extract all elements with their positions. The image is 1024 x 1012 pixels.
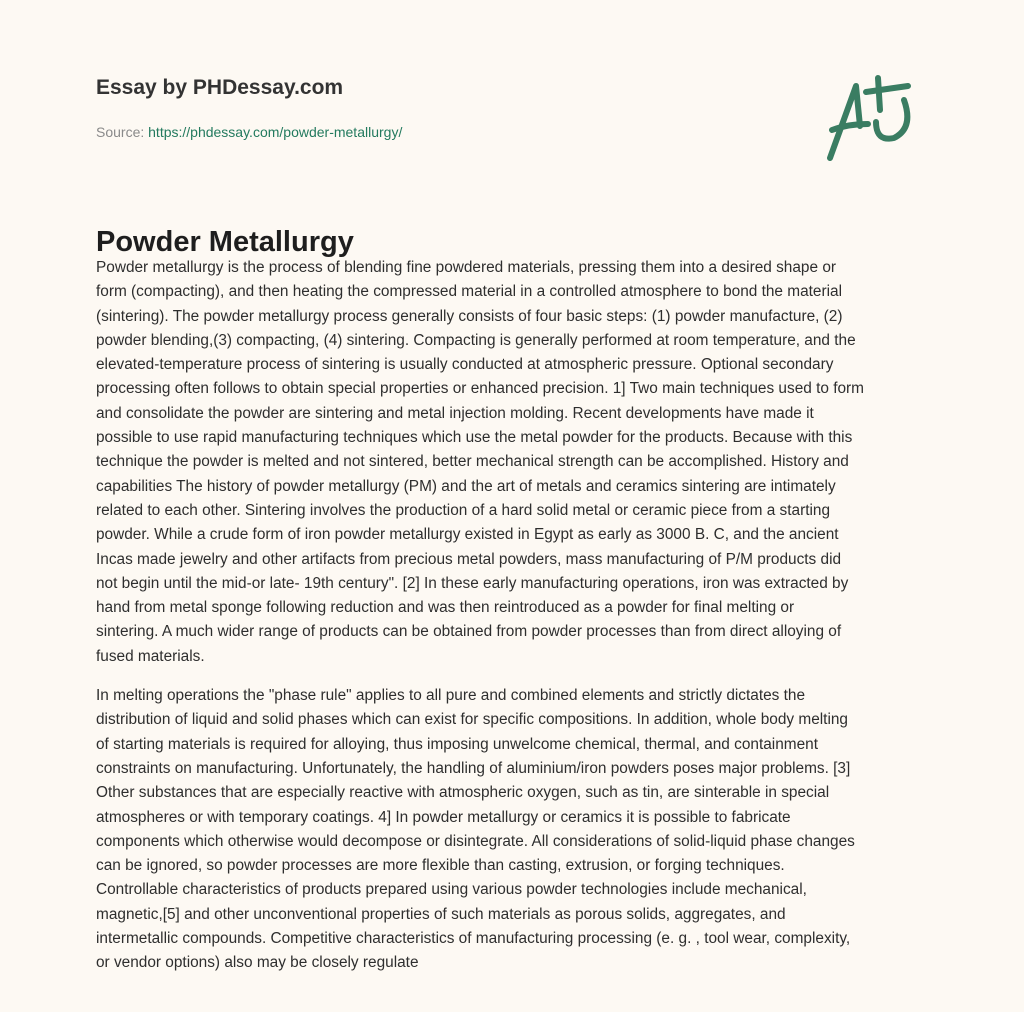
paragraph-line: constraints on manufacturing. Unfortunately, the handling of aluminium/iron powders poses major problems. [3] (96, 759, 851, 777)
paragraph-line: (sintering). The powder metallurgy process generally consists of four basic steps: (1) powder manufacture, (2) (96, 307, 843, 325)
paragraph-line: form (compacting), and then heating the compressed material in a controlled atmosphere to bond the material (96, 283, 842, 301)
paragraph-line: In melting operations the "phase rule" applies to all pure and combined elements and strictly dictates the (96, 687, 806, 705)
source-label: Source: (96, 124, 145, 140)
paragraph-line: Powder metallurgy is the process of blending fine powdered materials, pressing them into a desired shape or (96, 259, 837, 276)
paragraph-line: Controllable characteristics of products prepared using various powder technologies include mechanical, (96, 881, 807, 899)
paragraph-line: hand from metal sponge following reduction and was then reintroduced as a powder for final melting or (96, 599, 795, 617)
paragraph-line: magnetic,[5] and other unconventional properties of such materials as porous solids, aggregates, and (96, 905, 786, 923)
paragraph-line: capabilities The history of powder metallurgy (PM) and the art of metals and ceramics sintering are intimately (96, 477, 836, 495)
paragraph-line: Other substances that are especially reactive with atmospheric oxygen, such as tin, are sinterable in special (96, 784, 830, 802)
paragraph-line: possible to use rapid manufacturing techniques which use the metal powder for the products. Because with this (96, 429, 853, 447)
paragraph-line: sintering. A much wider range of products can be obtained from powder processes than from direct alloying of (96, 623, 842, 641)
paragraph-line: powder blending,(3) compacting, (4) sintering. Compacting is generally performed at room temperature, and the (96, 331, 856, 349)
paragraph-line: fused materials. (96, 647, 205, 665)
paragraph-line: or vendor options) also may be closely regulate (96, 954, 419, 972)
source-link[interactable]: https://phdessay.com/powder-metallurgy/ (148, 124, 403, 140)
paragraph-line: technique the powder is melted and not sintered, better mechanical strength can be accomplished. History and (96, 453, 849, 471)
site-title: Essay by PHDessay.com (96, 76, 344, 99)
paragraph-line: powder. While a crude form of iron powder metallurgy existed in Egypt as early as 3000 B. C, and the ancient (96, 526, 839, 544)
paragraph-line: of starting materials is required for alloying, thus imposing unwelcome chemical, thermal, and containment (96, 735, 818, 753)
paragraph (96, 684, 936, 976)
paragraph-line: intermetallic compounds. Competitive characteristics of manufacturing processing (e. g. , tool wear, complexity, (96, 930, 851, 948)
paragraph-line: related to each other. Sintering involves the production of a hard solid metal or ceramic piece from a starting (96, 501, 831, 519)
paragraph-line: atmospheres or with temporary coatings. 4] In powder metallurgy or ceramics it is possible to fabricate (96, 808, 791, 826)
paragraph-line: can be ignored, so powder processes are more flexible than casting, extrusion, or forging techniques. (96, 857, 785, 875)
paragraph-line: not begin until the mid-or late- 19th century". [2] In these early manufacturing operations, iron was extracted by (96, 574, 849, 592)
article-body (96, 256, 936, 991)
paragraph-line: and consolidate the powder are sintering and metal injection molding. Recent developments have made it (96, 404, 814, 422)
a-plus-logo-icon (818, 66, 928, 166)
article-title: Powder Metallurgy (96, 226, 354, 258)
paragraph-line: Incas made jewelry and other artifacts from precious metal powders, mass manufacturing of P/M products did (96, 550, 842, 568)
paragraph-line: elevated-temperature process of sintering is usually conducted at atmospheric pressure. Optional secondary (96, 356, 834, 374)
paragraph-line: processing often follows to obtain special properties or enhanced precision. 1] Two main techniques used to form (96, 380, 864, 398)
paragraph (96, 256, 936, 669)
source-line (96, 124, 402, 140)
paragraph-line: components which otherwise would decompose or disintegrate. All considerations of solid-liquid phase changes (96, 832, 855, 850)
paragraph-line: distribution of liquid and solid phases which can exist for specific compositions. In addition, whole body melting (96, 711, 848, 729)
